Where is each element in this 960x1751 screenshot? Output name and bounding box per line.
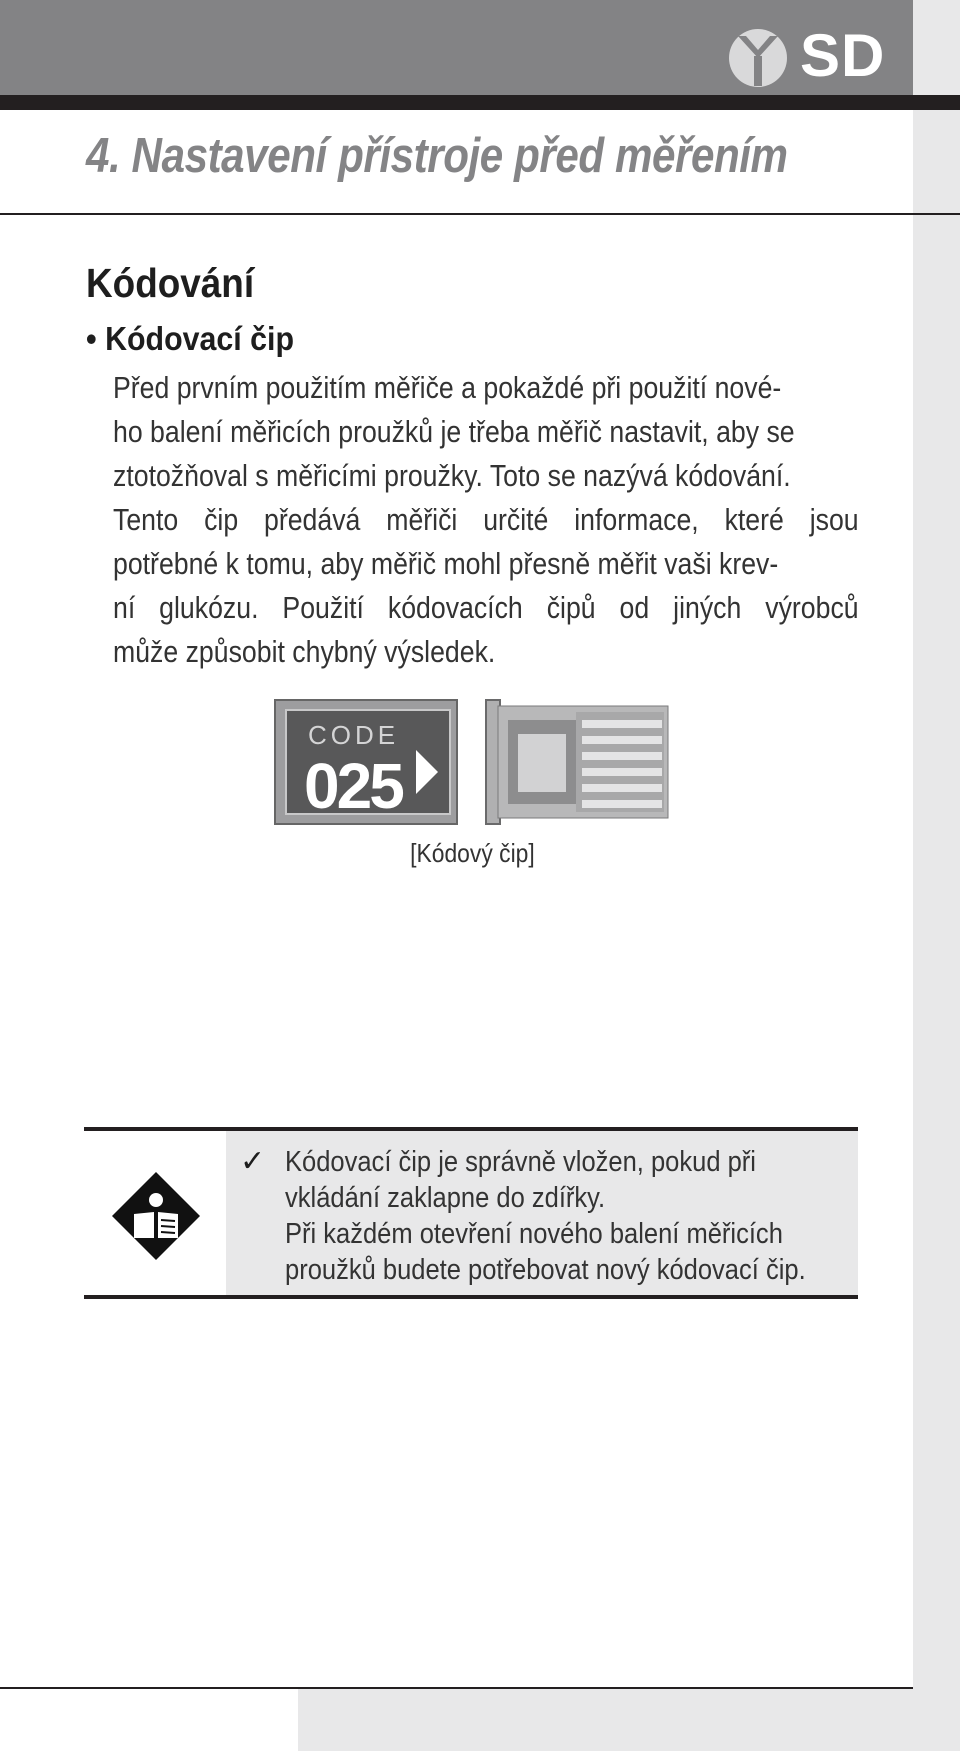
body-line: ho balení měřicích proužků je třeba měřič nastavit, aby se: [113, 414, 795, 449]
code-chip-figure: [272, 698, 672, 828]
body-line: ní glukózu. Použití kódovacích čipů od jiných výrobců: [113, 590, 859, 625]
chip-code-number: 025: [304, 750, 402, 822]
header-rule: [0, 95, 960, 110]
body-line: potřebné k tomu, aby měřič mohl přesně měřit vaši krev-: [113, 546, 779, 581]
note-bottom-rule: [84, 1295, 858, 1299]
page-title: 4. Nastavení přístroje před měřením: [86, 129, 788, 183]
section-heading: Kódování: [86, 260, 255, 306]
note-line: Kódovací čip je správně vložen, pokud při: [285, 1146, 756, 1178]
brand-name: SD: [800, 22, 886, 89]
code-chip-front: [275, 700, 457, 824]
sd-logo: [728, 22, 888, 88]
note-line: vkládání zaklapne do zdířky.: [285, 1182, 606, 1214]
footer-shade: [298, 1689, 960, 1751]
body-paragraph: [113, 366, 859, 674]
body-line: Tento čip předává měřiči určité informace, které jsou: [113, 502, 859, 537]
bullet-heading: • Kódovací čip: [86, 320, 295, 357]
chip-code-label: CODE: [308, 720, 400, 750]
sd-logo-mark-icon: [728, 28, 788, 88]
figure-caption: [Kódový čip]: [410, 838, 535, 868]
title-rule: [0, 213, 960, 215]
code-chip-back: [486, 700, 668, 824]
body-line: ztotožňoval s měřicími proužky. Toto se nazývá kódování.: [113, 458, 791, 493]
right-margin-strip: [913, 0, 960, 1751]
checkmark-icon: ✓: [240, 1144, 266, 1179]
note-line: Při každém otevření nového balení měřicích: [285, 1218, 783, 1250]
body-line: může způsobit chybný výsledek.: [113, 634, 496, 669]
note-line: proužků budete potřebovat nový kódovací čip.: [285, 1254, 806, 1286]
note-text: [285, 1144, 925, 1288]
manual-book-icon: [110, 1170, 202, 1262]
body-line: Před prvním použitím měřiče a pokaždé při použití nové-: [113, 370, 782, 405]
